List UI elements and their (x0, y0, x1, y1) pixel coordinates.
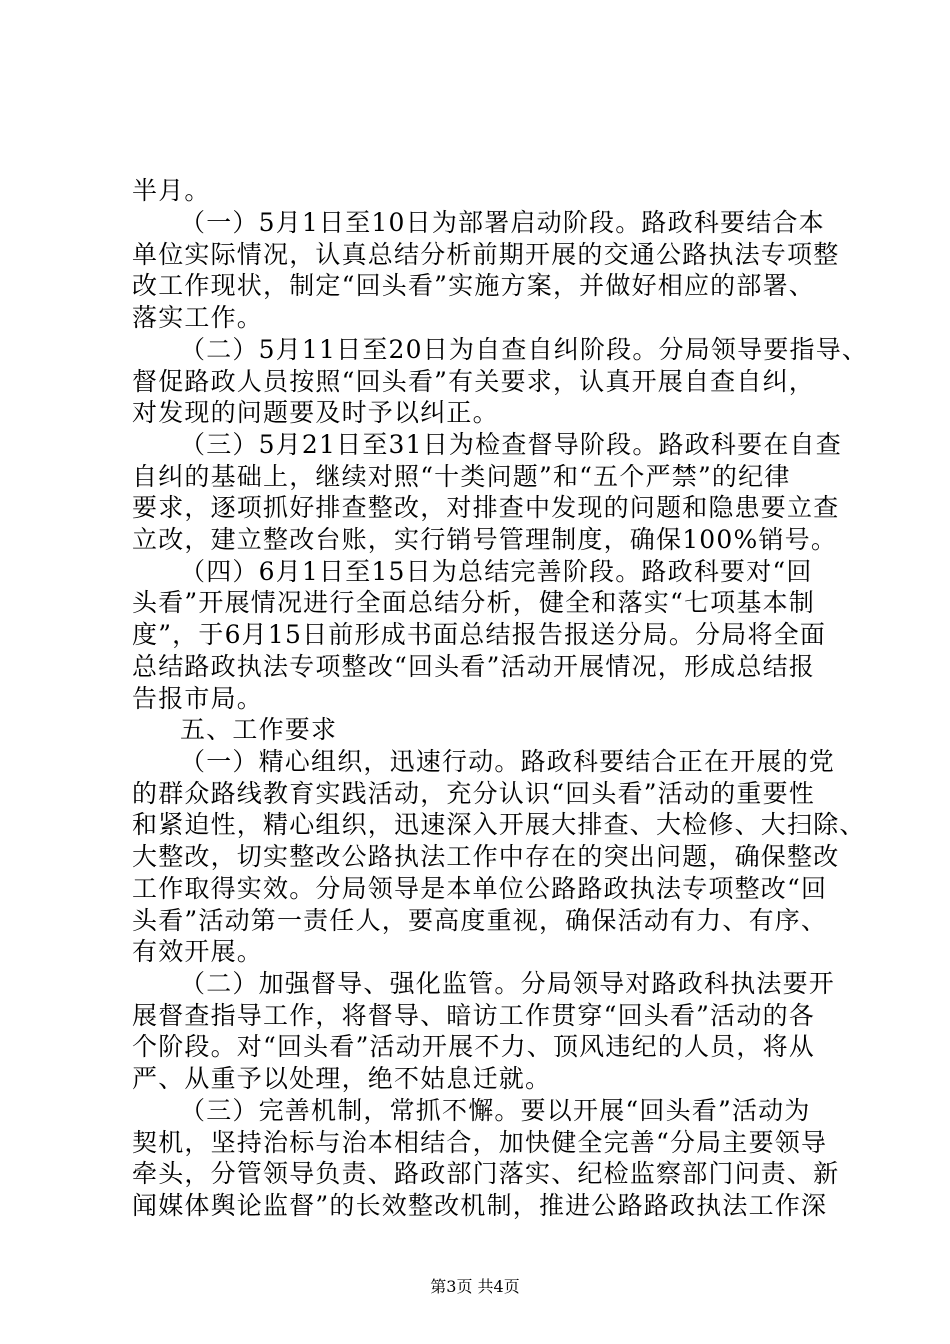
text-line: 的群众路线教育实践活动，充分认识“回头看”活动的重要性 (132, 779, 815, 808)
text-line: 自纠的基础上，继续对照“十类问题”和“五个严禁”的纪律 (132, 462, 791, 491)
text-line: 大整改，切实整改公路执法工作中存在的突出问题，确保整改 (132, 842, 840, 871)
text-line: 落实工作。 (132, 303, 264, 332)
text-line: 头看”活动第一责任人，要高度重视，确保活动有力、有序、 (132, 906, 828, 935)
text-line: 半月。 (132, 176, 211, 205)
text-line: 告报市局。 (132, 684, 264, 713)
text-line: 个阶段。对“回头看”活动开展不力、顶风违纪的人员，将从 (132, 1032, 815, 1061)
paragraph-start-line: （二）5月11日至20日为自查自纠阶段。分局领导要指导、 (180, 335, 869, 364)
page-number-footer: 第3页 共4页 (430, 1277, 520, 1296)
text-line: 改工作现状，制定“回头看”实施方案，并做好相应的部署、 (132, 271, 815, 300)
text-line: 督促路政人员按照“回头看”有关要求，认真开展自查自纠， (132, 367, 815, 396)
paragraph-start-line: （一）精心组织，迅速行动。路政科要结合正在开展的党 (180, 747, 836, 776)
text-line: 和紧迫性，精心组织，迅速深入开展大排查、大检修、大扫除、 (132, 810, 866, 839)
text-line: 闻媒体舆论监督”的长效整改机制，推进公路路政执法工作深 (132, 1191, 828, 1220)
text-line: 单位实际情况，认真总结分析前期开展的交通公路执法专项整 (132, 240, 840, 269)
text-line: 展督查指导工作，将督导、暗访工作贯穿“回头看”活动的各 (132, 1001, 815, 1030)
text-line: 头看”开展情况进行全面总结分析，健全和落实“七项基本制 (132, 588, 815, 617)
text-line: 契机，坚持治标与治本相结合，加快健全完善“分局主要领导 (132, 1128, 828, 1157)
section-heading: 五、工作要求 (180, 715, 338, 744)
paragraph-start-line: （四）6月1日至15日为总结完善阶段。路政科要对“回 (180, 557, 813, 586)
text-line: 工作取得实效。分局领导是本单位公路路政执法专项整改“回 (132, 874, 828, 903)
text-line: 总结路政执法专项整改“回头看”活动开展情况，形成总结报 (132, 652, 815, 681)
text-line: 度”，于6月15日前形成书面总结报告报送分局。分局将全面 (132, 620, 827, 649)
text-line: 牵头，分管领导负责、路政部门落实、纪检监察部门问责、新 (132, 1159, 840, 1188)
paragraph-start-line: （三）完善机制，常抓不懈。要以开展“回头看”活动为 (180, 1096, 811, 1125)
text-line: 要求，逐项抓好排查整改，对排查中发现的问题和隐患要立查 (132, 493, 840, 522)
paragraph-start-line: （三）5月21日至31日为检查督导阶段。路政科要在自查 (180, 430, 842, 459)
text-line: 立改，建立整改台账，实行销号管理制度，确保100%销号。 (132, 525, 838, 554)
paragraph-start-line: （二）加强督导、强化监管。分局领导对路政科执法要开 (180, 969, 836, 998)
text-line: 严、从重予以处理，绝不姑息迁就。 (132, 1064, 552, 1093)
paragraph-start-line: （一）5月1日至10日为部署启动阶段。路政科要结合本 (180, 208, 825, 237)
text-line: 有效开展。 (132, 937, 264, 966)
text-line: 对发现的问题要及时予以纠正。 (132, 398, 499, 427)
